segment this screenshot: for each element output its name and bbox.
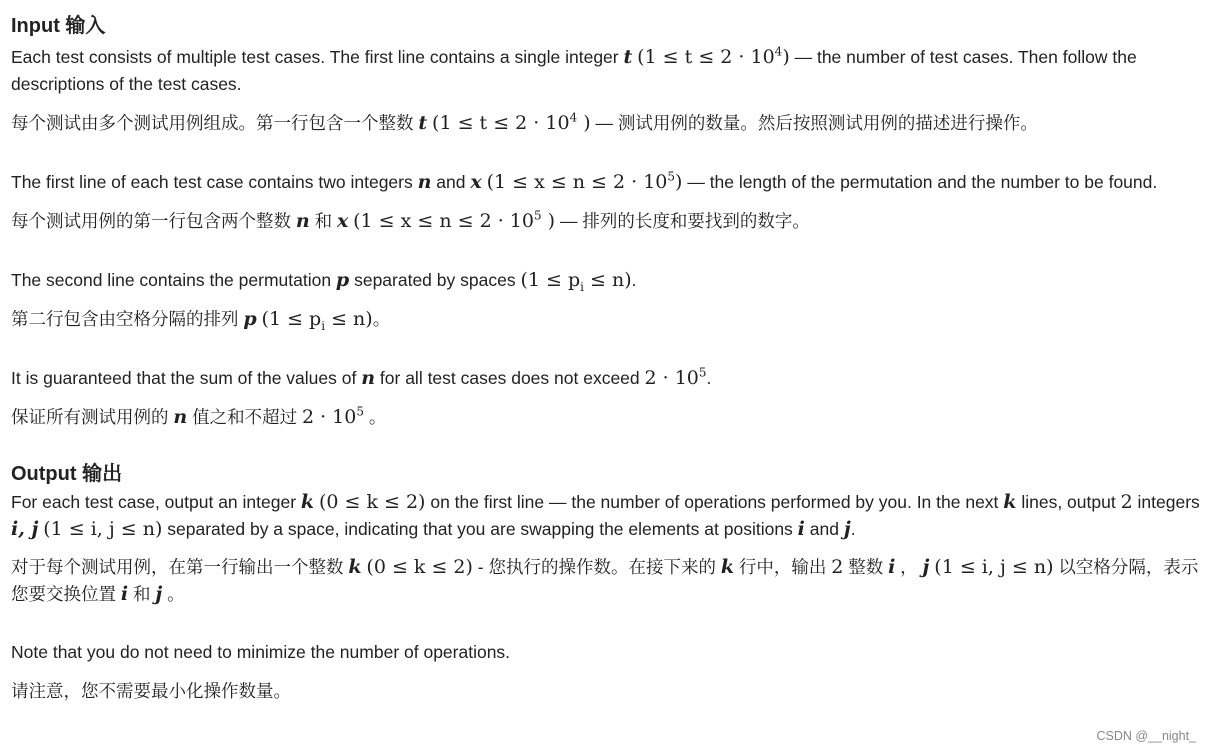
output-p1-zh: 对于每个测试用例，在第一行输出一个整数 k (0 ≤ k ≤ 2) - 您执行的操作数。在接下来的 k 行中，输出 2 整数 i ， j (1 ≤ i, j ≤ n) 以空格分隔，表示您要交换位置 i 和 j 。 xyxy=(11,556,1199,605)
input-heading: Input 输入 xyxy=(11,15,106,37)
input-p2-en: The first line of each test case contains two integers n and x $(1 \le x \le n \le 2 \cdot 10^5)$ — the length of the permutation and the number to be found. xyxy=(11,169,1158,193)
input-p1-en: Each test consists of multiple test cases. The first line contains a single integer t $(1 \le t \le 2 \cdot 10^4)$ — the number of test cases. Then follow the descriptions of the test cases. xyxy=(11,44,1137,94)
input-p1-zh: 每个测试由多个测试用例组成。第一行包含一个整数 t ($1 \le t \le 2 \cdot 10^4$ ) — 测试用例的数量。然后按照测试用例的描述进行操作。 xyxy=(11,110,1038,134)
input-p3-zh: 第二行包含由空格分隔的排列 p $(1 \le p_i \le n)$。 xyxy=(11,308,391,333)
input-p2-zh: 每个测试用例的第一行包含两个整数 n 和 x ($1 \le x \le n \le 2 \cdot 10^5$ ) — 排列的长度和要找到的数字。 xyxy=(11,208,810,232)
output-note-en: Note that you do not need to minimize the number of operations. xyxy=(11,642,511,662)
output-heading: Output 输出 xyxy=(11,463,123,485)
input-p4-zh: 保证所有测试用例的 n 值之和不超过 $2 \cdot 10^5$ 。 xyxy=(11,404,387,428)
input-p4-en: It is guaranteed that the sum of the values of n for all test cases does not exceed $2 \cdot 10^5$. xyxy=(11,365,712,389)
csdn-watermark: CSDN @__night_ xyxy=(1096,729,1196,743)
output-note-zh: 请注意，您不需要最小化操作数量。 xyxy=(11,681,291,701)
input-p3-en: The second line contains the permutation p separated by spaces $(1 \le p_i \le n)$. xyxy=(11,269,637,294)
output-p1-en: For each test case, output an integer k (0 ≤ k ≤ 2) on the first line — the number of operations performed by you. In the next k lines, output 2 integers i, j (1 ≤ i, j ≤ n) separated by a space, indicating that you are swapping the elements at positions i and j. xyxy=(11,491,1200,540)
problem-statement xyxy=(11,0,1201,705)
